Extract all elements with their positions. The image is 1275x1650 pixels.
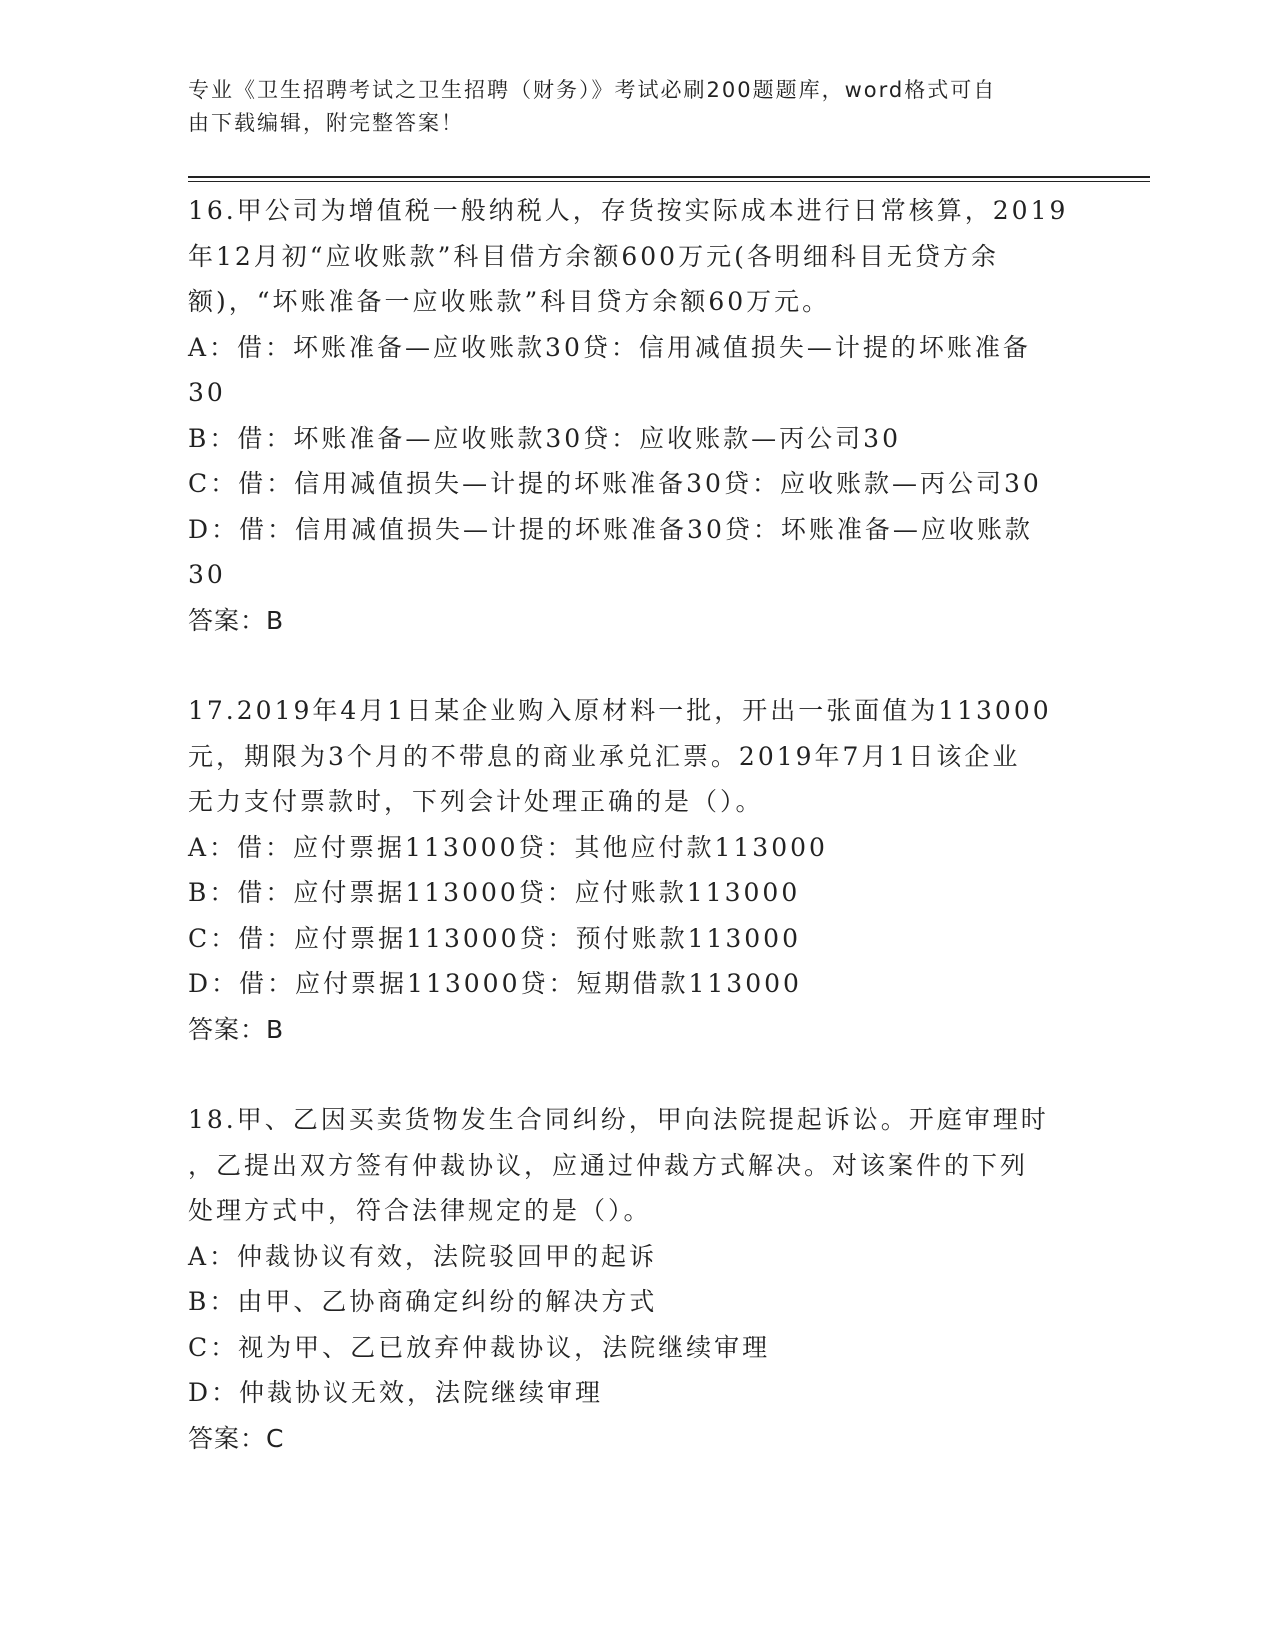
question-18 [188, 1097, 1088, 1461]
question-16 [188, 188, 1088, 643]
option-d: D：仲裁协议无效，法院继续审理 [188, 1378, 604, 1407]
question-text-line: 16.甲公司为增值税一般纳税人，存货按实际成本进行日常核算，2019 [188, 196, 1069, 225]
option-b: B：借：坏账准备—应收账款30贷：应收账款—丙公司30 [188, 423, 901, 453]
option-a-continued: 30 [188, 378, 226, 407]
header-rule-thick [188, 176, 1150, 178]
header-line: 由下载编辑，附完整答案！ [188, 111, 464, 135]
question-text-line: 17.2019年4月1日某企业购入原材料一批，开出一张面值为113000 [188, 696, 1052, 725]
answer-label: 答案：B [188, 1014, 285, 1044]
question-text-line: 处理方式中，符合法律规定的是（）。 [188, 1196, 652, 1225]
option-a: A：仲裁协议有效，法院驳回甲的起诉 [188, 1241, 658, 1271]
question-17 [188, 688, 1088, 1052]
question-text-line: 年12月初“应收账款”科目借方余额600万元(各明细科目无贷方余 [188, 241, 999, 271]
option-a: A：借：应付票据113000贷：其他应付款113000 [188, 832, 828, 862]
document-header [188, 74, 1068, 140]
answer-label: 答案：C [188, 1423, 285, 1453]
question-text-line: 无力支付票款时，下列会计处理正确的是（）。 [188, 787, 764, 816]
question-text-line: ，乙提出双方签有仲裁协议，应通过仲裁方式解决。对该案件的下列 [188, 1150, 1029, 1180]
option-c: C：借：信用减值损失—计提的坏账准备30贷：应收账款—丙公司30 [188, 469, 1042, 498]
option-b: B：借：应付票据113000贷：应付账款113000 [188, 878, 801, 907]
question-list [188, 188, 1088, 1506]
option-a: A：借：坏账准备—应收账款30贷：信用减值损失—计提的坏账准备 [188, 332, 1031, 362]
answer-label: 答案：B [188, 605, 285, 635]
option-d: D：借：信用减值损失—计提的坏账准备30贷：坏账准备—应收账款 [188, 514, 1033, 544]
header-line: 专业《卫生招聘考试之卫生招聘（财务）》考试必刷200题题库，word格式可自 [188, 78, 997, 102]
option-b: B：由甲、乙协商确定纠纷的解决方式 [188, 1287, 658, 1316]
header-rule-thin [188, 181, 1150, 182]
question-text-line: 元，期限为3个月的不带息的商业承兑汇票。2019年7月1日该企业 [188, 741, 1021, 771]
question-text-line: 18.甲、乙因买卖货物发生合同纠纷，甲向法院提起诉讼。开庭审理时 [188, 1105, 1049, 1134]
option-c: C：借：应付票据113000贷：预付账款113000 [188, 923, 801, 953]
option-c: C：视为甲、乙已放弃仲裁协议，法院继续审理 [188, 1332, 771, 1362]
question-text-line: 额)，“坏账准备一应收账款”科目贷方余额60万元。 [188, 287, 831, 316]
option-d-continued: 30 [188, 560, 226, 589]
option-d: D：借：应付票据113000贷：短期借款113000 [188, 969, 802, 998]
